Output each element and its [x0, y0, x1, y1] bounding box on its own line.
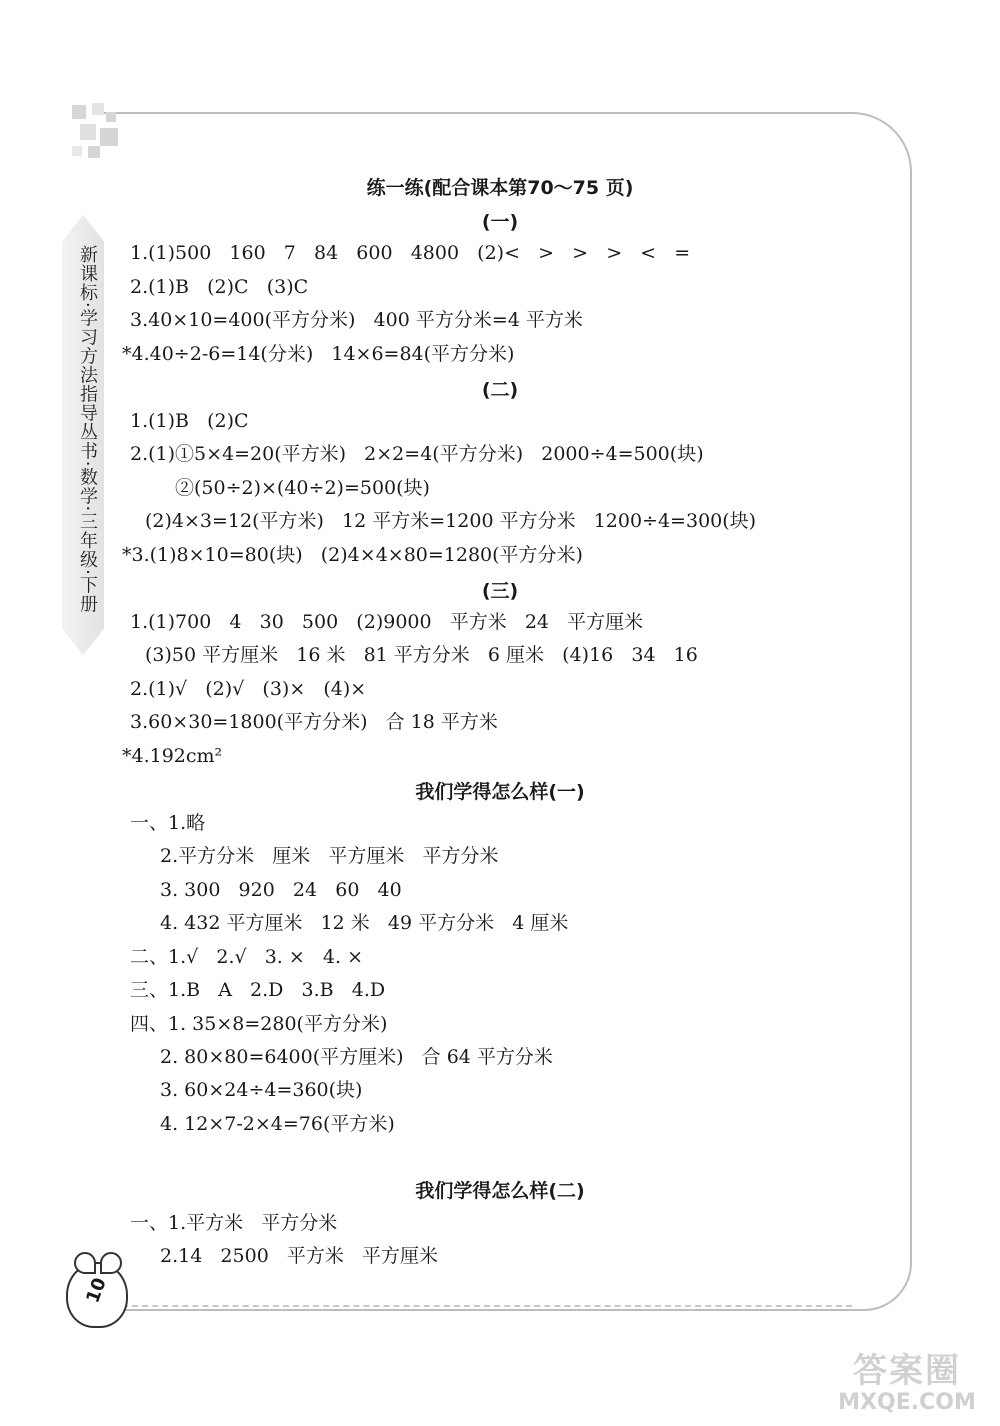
- spine-label: 新课标·学习方法指导丛书·数学·三年级·下册: [77, 245, 98, 614]
- answer-line: (2)4×3=12(平方米) 12 平方米=1200 平方分米 1200÷4=300(块): [145, 510, 757, 532]
- answer-line: 3. 60×24÷4=360(块): [160, 1079, 363, 1101]
- answer-line: 一、1.略: [130, 812, 206, 834]
- answer-line: ②(50÷2)×(40÷2)=500(块): [175, 477, 430, 499]
- section-title: 我们学得怎么样(二): [415, 1180, 585, 1202]
- answer-line: 2.(1)①5×4=20(平方米) 2×2=4(平方分米) 2000÷4=500(块): [130, 443, 704, 465]
- answer-line: *4.192cm²: [122, 745, 223, 767]
- answer-line: 2.平方分米 厘米 平方厘米 平方分米: [160, 845, 499, 867]
- decor-square: [92, 103, 104, 115]
- answer-line: 4. 432 平方厘米 12 米 49 平方分米 4 厘米: [160, 912, 569, 934]
- answer-line: 3.60×30=1800(平方分米) 合 18 平方米: [130, 711, 498, 733]
- decor-square: [100, 128, 118, 146]
- decor-square: [106, 112, 116, 122]
- answer-line: 四、1. 35×8=280(平方分米): [130, 1013, 388, 1035]
- answer-line: 2. 80×80=6400(平方厘米) 合 64 平方分米: [160, 1046, 553, 1068]
- section-title: 练一练(配合课本第70～75 页): [366, 177, 634, 199]
- page-number: 10: [82, 1275, 111, 1306]
- answer-line: 2.(1)√ (2)√ (3)× (4)×: [130, 678, 367, 700]
- answer-line: 2.(1)B (2)C (3)C: [130, 276, 309, 298]
- wing-icon: [74, 1252, 96, 1274]
- answer-line: 二、1.√ 2.√ 3. × 4. ×: [130, 946, 364, 968]
- answer-line: 2.14 2500 平方米 平方厘米: [160, 1245, 439, 1267]
- section-title: (二): [481, 379, 519, 401]
- answer-line: (3)50 平方厘米 16 米 81 平方分米 6 厘米 (4)16 34 16: [145, 644, 698, 666]
- decor-square: [72, 146, 82, 156]
- answer-line: 1.(1)700 4 30 500 (2)9000 平方米 24 平方厘米: [130, 611, 644, 633]
- answer-line: 1.(1)B (2)C: [130, 410, 249, 432]
- wing-icon: [100, 1252, 122, 1274]
- answer-line: 3.40×10=400(平方分米) 400 平方分米=4 平方米: [130, 309, 583, 331]
- answer-line: 3. 300 920 24 60 40: [160, 879, 402, 901]
- answer-line: 三、1.B A 2.D 3.B 4.D: [130, 979, 386, 1001]
- decor-square: [88, 146, 100, 158]
- answer-line: 一、1.平方米 平方分米: [130, 1212, 338, 1234]
- decor-square: [72, 105, 86, 119]
- decor-square: [80, 124, 96, 140]
- answer-line: 1.(1)500 160 7 84 600 4800 (2)< > > > < =: [130, 242, 691, 264]
- mascot-icon: [66, 1262, 128, 1328]
- section-title: (三): [481, 580, 519, 602]
- answer-line: 4. 12×7-2×4=76(平方米): [160, 1113, 395, 1135]
- watermark: [822, 1352, 992, 1416]
- watermark-url: MXQE.COM: [838, 1390, 976, 1415]
- watermark-logo: 答案圈: [853, 1351, 961, 1391]
- answer-line: *4.40÷2-6=14(分米) 14×6=84(平方分米): [122, 343, 515, 365]
- answer-line: *3.(1)8×10=80(块) (2)4×4×80=1280(平方分米): [122, 544, 583, 566]
- section-title: (一): [481, 211, 519, 233]
- bottom-rule: [112, 1305, 852, 1307]
- section-title: 我们学得怎么样(一): [415, 781, 585, 803]
